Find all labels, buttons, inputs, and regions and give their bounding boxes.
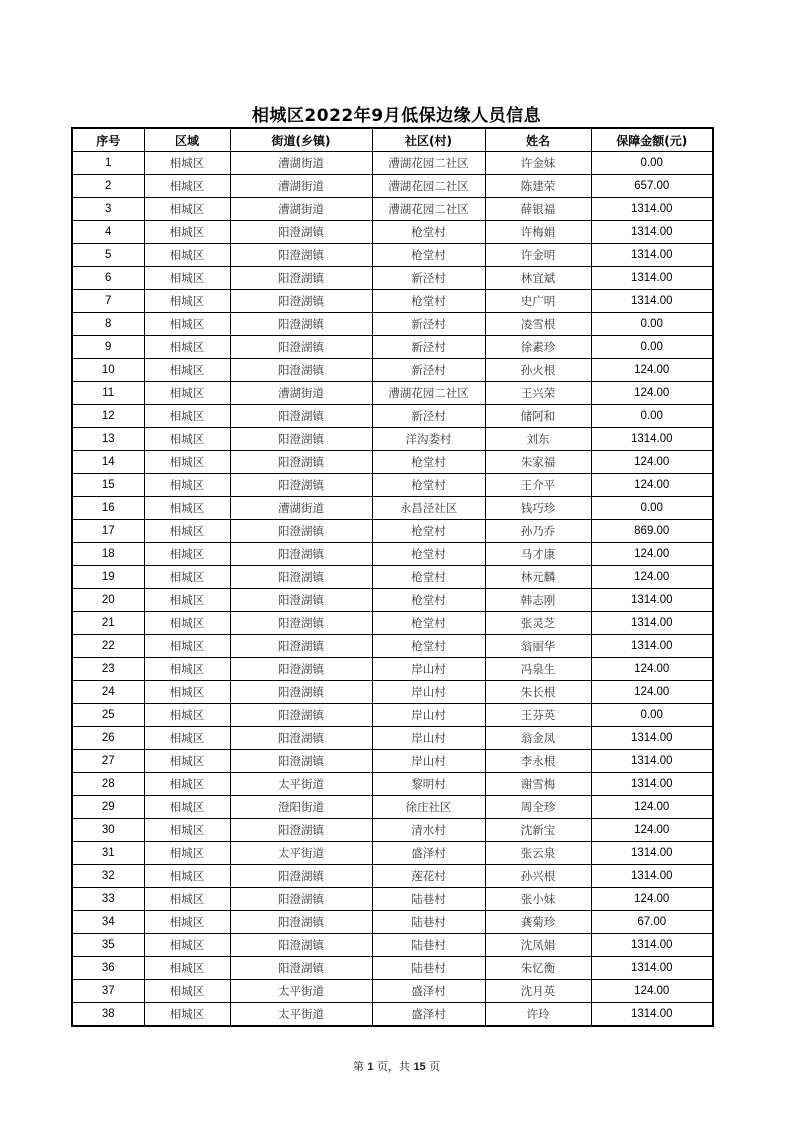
table-row xyxy=(72,267,713,290)
data-table xyxy=(71,127,714,1027)
cell-street: 阳澄湖镇 xyxy=(230,589,372,612)
cell-serial: 32 xyxy=(72,865,144,888)
cell-serial: 4 xyxy=(72,221,144,244)
cell-district: 相城区 xyxy=(144,244,230,267)
cell-amount: 124.00 xyxy=(591,819,713,842)
cell-street: 阳澄湖镇 xyxy=(230,405,372,428)
table-row xyxy=(72,911,713,934)
cell-name: 韩志刚 xyxy=(485,589,591,612)
total-pages-number: 15 xyxy=(413,1061,426,1073)
cell-community: 漕湖花园二社区 xyxy=(372,198,485,221)
cell-district: 相城区 xyxy=(144,405,230,428)
header-district: 区域 xyxy=(144,128,230,152)
cell-street: 澄阳街道 xyxy=(230,796,372,819)
cell-name: 许金明 xyxy=(485,244,591,267)
cell-name: 林宜斌 xyxy=(485,267,591,290)
cell-street: 阳澄湖镇 xyxy=(230,727,372,750)
cell-street: 漕湖街道 xyxy=(230,175,372,198)
table-row xyxy=(72,819,713,842)
table-row xyxy=(72,888,713,911)
cell-serial: 7 xyxy=(72,290,144,313)
cell-district: 相城区 xyxy=(144,451,230,474)
cell-amount: 124.00 xyxy=(591,796,713,819)
cell-serial: 37 xyxy=(72,980,144,1003)
cell-community: 徐庄社区 xyxy=(372,796,485,819)
header-community: 社区(村) xyxy=(372,128,485,152)
cell-community: 岸山村 xyxy=(372,750,485,773)
cell-serial: 25 xyxy=(72,704,144,727)
cell-street: 阳澄湖镇 xyxy=(230,911,372,934)
cell-community: 新泾村 xyxy=(372,359,485,382)
current-page-number: 1 xyxy=(367,1061,374,1073)
cell-district: 相城区 xyxy=(144,474,230,497)
cell-name: 薛银福 xyxy=(485,198,591,221)
cell-amount: 1314.00 xyxy=(591,957,713,980)
cell-serial: 20 xyxy=(72,589,144,612)
header-serial: 序号 xyxy=(72,128,144,152)
cell-community: 新泾村 xyxy=(372,405,485,428)
cell-serial: 36 xyxy=(72,957,144,980)
cell-amount: 124.00 xyxy=(591,888,713,911)
cell-community: 新泾村 xyxy=(372,313,485,336)
table-row xyxy=(72,957,713,980)
cell-community: 枪堂村 xyxy=(372,221,485,244)
table-row xyxy=(72,842,713,865)
cell-street: 阳澄湖镇 xyxy=(230,934,372,957)
cell-community: 莲花村 xyxy=(372,865,485,888)
cell-serial: 33 xyxy=(72,888,144,911)
table-row xyxy=(72,612,713,635)
cell-name: 谢雪梅 xyxy=(485,773,591,796)
cell-serial: 5 xyxy=(72,244,144,267)
cell-street: 阳澄湖镇 xyxy=(230,313,372,336)
cell-amount: 1314.00 xyxy=(591,198,713,221)
cell-community: 漕湖花园二社区 xyxy=(372,382,485,405)
cell-district: 相城区 xyxy=(144,934,230,957)
header-street: 街道(乡镇) xyxy=(230,128,372,152)
cell-community: 盛泽村 xyxy=(372,1003,485,1027)
cell-name: 徐素珍 xyxy=(485,336,591,359)
table-row xyxy=(72,382,713,405)
page-footer xyxy=(0,1058,793,1074)
cell-district: 相城区 xyxy=(144,313,230,336)
cell-street: 阳澄湖镇 xyxy=(230,359,372,382)
table-row xyxy=(72,589,713,612)
cell-community: 盛泽村 xyxy=(372,980,485,1003)
cell-amount: 0.00 xyxy=(591,313,713,336)
table-row xyxy=(72,1003,713,1027)
cell-name: 朱家福 xyxy=(485,451,591,474)
table-row xyxy=(72,244,713,267)
cell-street: 阳澄湖镇 xyxy=(230,681,372,704)
table-row xyxy=(72,290,713,313)
cell-district: 相城区 xyxy=(144,658,230,681)
cell-amount: 0.00 xyxy=(591,497,713,520)
cell-name: 张灵芝 xyxy=(485,612,591,635)
cell-serial: 21 xyxy=(72,612,144,635)
cell-street: 太平街道 xyxy=(230,1003,372,1027)
cell-name: 朱忆衡 xyxy=(485,957,591,980)
cell-name: 钱巧珍 xyxy=(485,497,591,520)
cell-amount: 124.00 xyxy=(591,980,713,1003)
cell-district: 相城区 xyxy=(144,543,230,566)
header-name: 姓名 xyxy=(485,128,591,152)
cell-serial: 2 xyxy=(72,175,144,198)
cell-name: 王兴荣 xyxy=(485,382,591,405)
cell-community: 新泾村 xyxy=(372,336,485,359)
cell-amount: 1314.00 xyxy=(591,221,713,244)
cell-district: 相城区 xyxy=(144,842,230,865)
cell-district: 相城区 xyxy=(144,566,230,589)
cell-street: 阳澄湖镇 xyxy=(230,221,372,244)
table-row xyxy=(72,359,713,382)
cell-district: 相城区 xyxy=(144,359,230,382)
table-row xyxy=(72,980,713,1003)
cell-amount: 124.00 xyxy=(591,451,713,474)
cell-district: 相城区 xyxy=(144,520,230,543)
cell-community: 枪堂村 xyxy=(372,474,485,497)
cell-community: 陆巷村 xyxy=(372,911,485,934)
cell-district: 相城区 xyxy=(144,612,230,635)
cell-amount: 1314.00 xyxy=(591,773,713,796)
cell-name: 张云泉 xyxy=(485,842,591,865)
cell-district: 相城区 xyxy=(144,589,230,612)
cell-community: 陆巷村 xyxy=(372,934,485,957)
cell-serial: 24 xyxy=(72,681,144,704)
table-row xyxy=(72,750,713,773)
cell-community: 岸山村 xyxy=(372,727,485,750)
cell-street: 阳澄湖镇 xyxy=(230,543,372,566)
cell-street: 阳澄湖镇 xyxy=(230,750,372,773)
cell-street: 阳澄湖镇 xyxy=(230,658,372,681)
cell-district: 相城区 xyxy=(144,1003,230,1027)
cell-district: 相城区 xyxy=(144,681,230,704)
cell-amount: 0.00 xyxy=(591,336,713,359)
cell-amount: 67.00 xyxy=(591,911,713,934)
cell-community: 黎明村 xyxy=(372,773,485,796)
cell-name: 陈建荣 xyxy=(485,175,591,198)
cell-serial: 35 xyxy=(72,934,144,957)
cell-amount: 1314.00 xyxy=(591,865,713,888)
cell-amount: 1314.00 xyxy=(591,1003,713,1027)
cell-serial: 28 xyxy=(72,773,144,796)
cell-amount: 124.00 xyxy=(591,543,713,566)
cell-community: 枪堂村 xyxy=(372,635,485,658)
cell-street: 阳澄湖镇 xyxy=(230,474,372,497)
cell-amount: 0.00 xyxy=(591,704,713,727)
cell-amount: 0.00 xyxy=(591,152,713,175)
cell-name: 李永根 xyxy=(485,750,591,773)
cell-street: 漕湖街道 xyxy=(230,382,372,405)
cell-name: 王芬英 xyxy=(485,704,591,727)
cell-district: 相城区 xyxy=(144,336,230,359)
table-row xyxy=(72,773,713,796)
cell-district: 相城区 xyxy=(144,175,230,198)
table-row xyxy=(72,198,713,221)
table-row xyxy=(72,405,713,428)
cell-name: 张小妹 xyxy=(485,888,591,911)
cell-name: 王介平 xyxy=(485,474,591,497)
cell-amount: 1314.00 xyxy=(591,934,713,957)
cell-district: 相城区 xyxy=(144,152,230,175)
cell-amount: 1314.00 xyxy=(591,428,713,451)
cell-serial: 9 xyxy=(72,336,144,359)
cell-street: 阳澄湖镇 xyxy=(230,635,372,658)
table-row xyxy=(72,865,713,888)
cell-street: 阳澄湖镇 xyxy=(230,336,372,359)
cell-district: 相城区 xyxy=(144,796,230,819)
cell-district: 相城区 xyxy=(144,382,230,405)
cell-amount: 0.00 xyxy=(591,405,713,428)
cell-district: 相城区 xyxy=(144,704,230,727)
cell-amount: 124.00 xyxy=(591,382,713,405)
cell-community: 漕湖花园二社区 xyxy=(372,152,485,175)
cell-community: 枪堂村 xyxy=(372,589,485,612)
cell-name: 许梅娟 xyxy=(485,221,591,244)
cell-district: 相城区 xyxy=(144,865,230,888)
cell-serial: 26 xyxy=(72,727,144,750)
table-row xyxy=(72,520,713,543)
cell-serial: 17 xyxy=(72,520,144,543)
cell-serial: 27 xyxy=(72,750,144,773)
cell-district: 相城区 xyxy=(144,750,230,773)
cell-name: 孙乃乔 xyxy=(485,520,591,543)
cell-name: 冯泉生 xyxy=(485,658,591,681)
cell-street: 阳澄湖镇 xyxy=(230,865,372,888)
cell-community: 永昌泾社区 xyxy=(372,497,485,520)
cell-community: 枪堂村 xyxy=(372,566,485,589)
cell-serial: 6 xyxy=(72,267,144,290)
cell-street: 阳澄湖镇 xyxy=(230,566,372,589)
table-row xyxy=(72,175,713,198)
cell-serial: 19 xyxy=(72,566,144,589)
cell-serial: 12 xyxy=(72,405,144,428)
table-row xyxy=(72,681,713,704)
cell-street: 阳澄湖镇 xyxy=(230,290,372,313)
cell-street: 阳澄湖镇 xyxy=(230,612,372,635)
table-row xyxy=(72,497,713,520)
cell-serial: 22 xyxy=(72,635,144,658)
cell-amount: 1314.00 xyxy=(591,727,713,750)
cell-community: 枪堂村 xyxy=(372,520,485,543)
cell-serial: 13 xyxy=(72,428,144,451)
cell-district: 相城区 xyxy=(144,635,230,658)
cell-district: 相城区 xyxy=(144,727,230,750)
cell-street: 太平街道 xyxy=(230,842,372,865)
cell-street: 太平街道 xyxy=(230,980,372,1003)
cell-community: 枪堂村 xyxy=(372,451,485,474)
cell-amount: 1314.00 xyxy=(591,842,713,865)
table-row xyxy=(72,313,713,336)
cell-community: 清水村 xyxy=(372,819,485,842)
cell-serial: 23 xyxy=(72,658,144,681)
cell-name: 林元麟 xyxy=(485,566,591,589)
cell-street: 阳澄湖镇 xyxy=(230,819,372,842)
cell-street: 漕湖街道 xyxy=(230,198,372,221)
footer-prefix: 第 xyxy=(352,1060,364,1073)
cell-district: 相城区 xyxy=(144,267,230,290)
cell-amount: 124.00 xyxy=(591,681,713,704)
table-row xyxy=(72,428,713,451)
cell-community: 岸山村 xyxy=(372,704,485,727)
cell-serial: 14 xyxy=(72,451,144,474)
cell-amount: 124.00 xyxy=(591,658,713,681)
cell-amount: 869.00 xyxy=(591,520,713,543)
cell-amount: 1314.00 xyxy=(591,589,713,612)
table-row xyxy=(72,152,713,175)
cell-name: 许玲 xyxy=(485,1003,591,1027)
cell-serial: 18 xyxy=(72,543,144,566)
cell-community: 漕湖花园二社区 xyxy=(372,175,485,198)
cell-community: 陆巷村 xyxy=(372,957,485,980)
cell-street: 阳澄湖镇 xyxy=(230,957,372,980)
cell-district: 相城区 xyxy=(144,911,230,934)
table-row xyxy=(72,474,713,497)
cell-amount: 124.00 xyxy=(591,474,713,497)
cell-street: 阳澄湖镇 xyxy=(230,451,372,474)
footer-suffix: 页 xyxy=(429,1060,441,1073)
cell-community: 岸山村 xyxy=(372,681,485,704)
cell-community: 枪堂村 xyxy=(372,543,485,566)
cell-serial: 29 xyxy=(72,796,144,819)
cell-community: 盛泽村 xyxy=(372,842,485,865)
table-row xyxy=(72,221,713,244)
cell-serial: 15 xyxy=(72,474,144,497)
table-row xyxy=(72,658,713,681)
cell-street: 阳澄湖镇 xyxy=(230,704,372,727)
cell-community: 岸山村 xyxy=(372,658,485,681)
cell-name: 孙火根 xyxy=(485,359,591,382)
cell-street: 漕湖街道 xyxy=(230,152,372,175)
cell-district: 相城区 xyxy=(144,957,230,980)
table-row xyxy=(72,543,713,566)
cell-amount: 1314.00 xyxy=(591,290,713,313)
cell-name: 龚菊珍 xyxy=(485,911,591,934)
cell-serial: 8 xyxy=(72,313,144,336)
table-row xyxy=(72,796,713,819)
cell-community: 枪堂村 xyxy=(372,612,485,635)
cell-name: 史广明 xyxy=(485,290,591,313)
cell-street: 太平街道 xyxy=(230,773,372,796)
cell-street: 阳澄湖镇 xyxy=(230,428,372,451)
cell-district: 相城区 xyxy=(144,888,230,911)
cell-serial: 11 xyxy=(72,382,144,405)
cell-street: 阳澄湖镇 xyxy=(230,244,372,267)
table-row xyxy=(72,566,713,589)
cell-name: 储阿和 xyxy=(485,405,591,428)
cell-street: 阳澄湖镇 xyxy=(230,888,372,911)
cell-community: 洋沟娄村 xyxy=(372,428,485,451)
cell-district: 相城区 xyxy=(144,497,230,520)
cell-amount: 1314.00 xyxy=(591,267,713,290)
cell-name: 孙兴根 xyxy=(485,865,591,888)
cell-community: 陆巷村 xyxy=(372,888,485,911)
cell-name: 翁丽华 xyxy=(485,635,591,658)
table-row xyxy=(72,451,713,474)
cell-district: 相城区 xyxy=(144,773,230,796)
cell-serial: 34 xyxy=(72,911,144,934)
header-amount: 保障金额(元) xyxy=(591,128,713,152)
cell-street: 阳澄湖镇 xyxy=(230,267,372,290)
cell-serial: 38 xyxy=(72,1003,144,1027)
cell-amount: 1314.00 xyxy=(591,612,713,635)
table-row xyxy=(72,704,713,727)
cell-amount: 1314.00 xyxy=(591,635,713,658)
cell-name: 刘东 xyxy=(485,428,591,451)
cell-name: 马才康 xyxy=(485,543,591,566)
table-row xyxy=(72,635,713,658)
cell-amount: 124.00 xyxy=(591,359,713,382)
cell-name: 沈月英 xyxy=(485,980,591,1003)
table-row xyxy=(72,727,713,750)
cell-district: 相城区 xyxy=(144,290,230,313)
cell-amount: 1314.00 xyxy=(591,750,713,773)
cell-amount: 657.00 xyxy=(591,175,713,198)
cell-community: 新泾村 xyxy=(372,267,485,290)
cell-name: 凌雪根 xyxy=(485,313,591,336)
table-body xyxy=(72,152,713,1027)
table-row xyxy=(72,934,713,957)
cell-amount: 1314.00 xyxy=(591,244,713,267)
table-header-row xyxy=(72,128,713,152)
page-title: 相城区2022年9月低保边缘人员信息 xyxy=(251,106,542,126)
cell-community: 枪堂村 xyxy=(372,290,485,313)
cell-name: 周全珍 xyxy=(485,796,591,819)
cell-amount: 124.00 xyxy=(591,566,713,589)
cell-district: 相城区 xyxy=(144,221,230,244)
cell-street: 阳澄湖镇 xyxy=(230,520,372,543)
table-row xyxy=(72,336,713,359)
cell-serial: 31 xyxy=(72,842,144,865)
footer-middle: 页，共 xyxy=(376,1060,410,1073)
cell-district: 相城区 xyxy=(144,198,230,221)
cell-name: 沈凤娟 xyxy=(485,934,591,957)
cell-serial: 30 xyxy=(72,819,144,842)
cell-serial: 3 xyxy=(72,198,144,221)
cell-district: 相城区 xyxy=(144,428,230,451)
cell-serial: 10 xyxy=(72,359,144,382)
cell-community: 枪堂村 xyxy=(372,244,485,267)
cell-district: 相城区 xyxy=(144,819,230,842)
cell-serial: 1 xyxy=(72,152,144,175)
cell-district: 相城区 xyxy=(144,980,230,1003)
cell-name: 沈新宝 xyxy=(485,819,591,842)
cell-name: 许金妹 xyxy=(485,152,591,175)
cell-serial: 16 xyxy=(72,497,144,520)
cell-street: 漕湖街道 xyxy=(230,497,372,520)
cell-name: 朱长根 xyxy=(485,681,591,704)
cell-name: 翁金凤 xyxy=(485,727,591,750)
